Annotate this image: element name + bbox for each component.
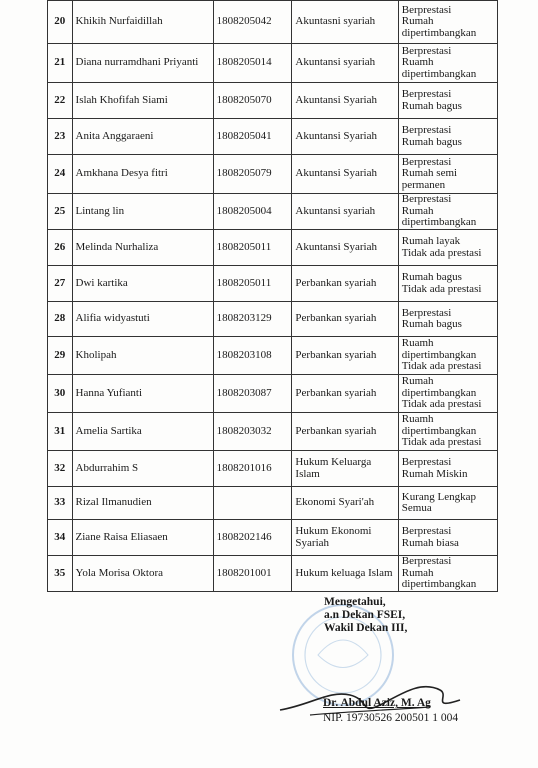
student-name: Ziane Raisa Eliasaen [72,520,213,556]
remarks: Rumah layak Tidak ada prestasi [398,230,497,266]
row-number: 35 [48,556,73,592]
student-table [47,0,498,592]
student-nim: 1808203032 [213,413,292,451]
student-name: Diana nurramdhani Priyanti [72,44,213,83]
row-number: 30 [48,375,73,413]
student-name: Alifia widyastuti [72,302,213,337]
dean-label: a.n Dekan FSEI, [324,609,406,621]
student-name: Rizal Ilmanudien [72,487,213,520]
row-number: 22 [48,83,73,119]
student-name: Amelia Sartika [72,413,213,451]
table-row [48,194,498,230]
student-name: Abdurrahim S [72,451,213,487]
study-program: Ekonomi Syari'ah [292,487,398,520]
study-program: Perbankan syariah [292,266,398,302]
signatory-nip: NIP. 19730526 200501 1 004 [323,712,459,724]
row-number: 23 [48,119,73,155]
student-name: Hanna Yufianti [72,375,213,413]
study-program: Hukum Keluarga Islam [292,451,398,487]
signature-block [324,596,407,635]
study-program: Hukum Ekonomi Syariah [292,520,398,556]
table-row [48,520,498,556]
remarks: Kurang Lengkap Semua [398,487,497,520]
study-program: Perbankan syariah [292,337,398,375]
student-nim: 1808205014 [213,44,292,83]
table-row [48,375,498,413]
table-row [48,302,498,337]
student-nim: 1808205079 [213,155,292,194]
row-number: 27 [48,266,73,302]
row-number: 34 [48,520,73,556]
student-nim: 1808205004 [213,194,292,230]
student-name: Khikih Nurfaidillah [72,1,213,44]
remarks: Ruamh dipertimbangkan Tidak ada prestasi [398,337,497,375]
remarks: Berprestasi Rumah Miskin [398,451,497,487]
study-program: Akuntasni syariah [292,1,398,44]
remarks: Berprestasi Rumah bagus [398,119,497,155]
table-row [48,413,498,451]
student-name: Yola Morisa Oktora [72,556,213,592]
remarks: Berprestasi Rumah biasa [398,520,497,556]
table-row [48,451,498,487]
remarks: Ruamh dipertimbangkan Tidak ada prestasi [398,413,497,451]
student-name: Melinda Nurhaliza [72,230,213,266]
student-nim: 1808203108 [213,337,292,375]
remarks: Berprestasi Rumah bagus [398,83,497,119]
student-nim [213,487,292,520]
row-number: 31 [48,413,73,451]
row-number: 21 [48,44,73,83]
remarks: Berprestasi Rumah semi permanen [398,155,497,194]
remarks: Berprestasi Rumah dipertimbangkan [398,194,497,230]
study-program: Akuntansi syariah [292,44,398,83]
table-row [48,266,498,302]
table-row [48,487,498,520]
student-name: Amkhana Desya fitri [72,155,213,194]
table-row [48,230,498,266]
student-nim: 1808205011 [213,266,292,302]
table-row [48,556,498,592]
row-number: 24 [48,155,73,194]
study-program: Perbankan syariah [292,302,398,337]
row-number: 25 [48,194,73,230]
row-number: 32 [48,451,73,487]
row-number: 28 [48,302,73,337]
table-row [48,155,498,194]
student-nim: 1808203087 [213,375,292,413]
study-program: Akuntansi Syariah [292,155,398,194]
remarks: Rumah bagus Tidak ada prestasi [398,266,497,302]
table-row [48,337,498,375]
table-row [48,1,498,44]
student-name: Anita Anggaraeni [72,119,213,155]
acknowledge-label: Mengetahui, [324,596,386,608]
study-program: Perbankan syariah [292,375,398,413]
student-nim: 1808205042 [213,1,292,44]
student-name: Kholipah [72,337,213,375]
student-nim: 1808203129 [213,302,292,337]
vice-dean-label: Wakil Dekan III, [324,622,408,634]
remarks: Berprestasi Ruamh dipertimbangkan [398,44,497,83]
remarks: Berprestasi Rumah dipertimbangkan [398,556,497,592]
student-name: Dwi kartika [72,266,213,302]
table-row [48,44,498,83]
student-nim: 1808201001 [213,556,292,592]
row-number: 29 [48,337,73,375]
student-nim: 1808205070 [213,83,292,119]
study-program: Hukum keluaga Islam [292,556,398,592]
table-row [48,83,498,119]
student-nim: 1808205041 [213,119,292,155]
study-program: Akuntansi Syariah [292,83,398,119]
study-program: Akuntansi Syariah [292,230,398,266]
student-nim: 1808201016 [213,451,292,487]
student-name: Islah Khofifah Siami [72,83,213,119]
signatory-name: Dr. Abdul Aziz, M. Ag [323,697,431,709]
study-program: Akuntansi Syariah [292,119,398,155]
remarks: Berprestasi Rumah dipertimbangkan [398,1,497,44]
student-nim: 1808205011 [213,230,292,266]
row-number: 26 [48,230,73,266]
student-name: Lintang lin [72,194,213,230]
study-program: Akuntansi syariah [292,194,398,230]
row-number: 20 [48,1,73,44]
table-body [48,1,498,592]
study-program: Perbankan syariah [292,413,398,451]
table-row [48,119,498,155]
remarks: Berprestasi Rumah bagus [398,302,497,337]
student-nim: 1808202146 [213,520,292,556]
row-number: 33 [48,487,73,520]
remarks: Rumah dipertimbangkan Tidak ada prestasi [398,375,497,413]
